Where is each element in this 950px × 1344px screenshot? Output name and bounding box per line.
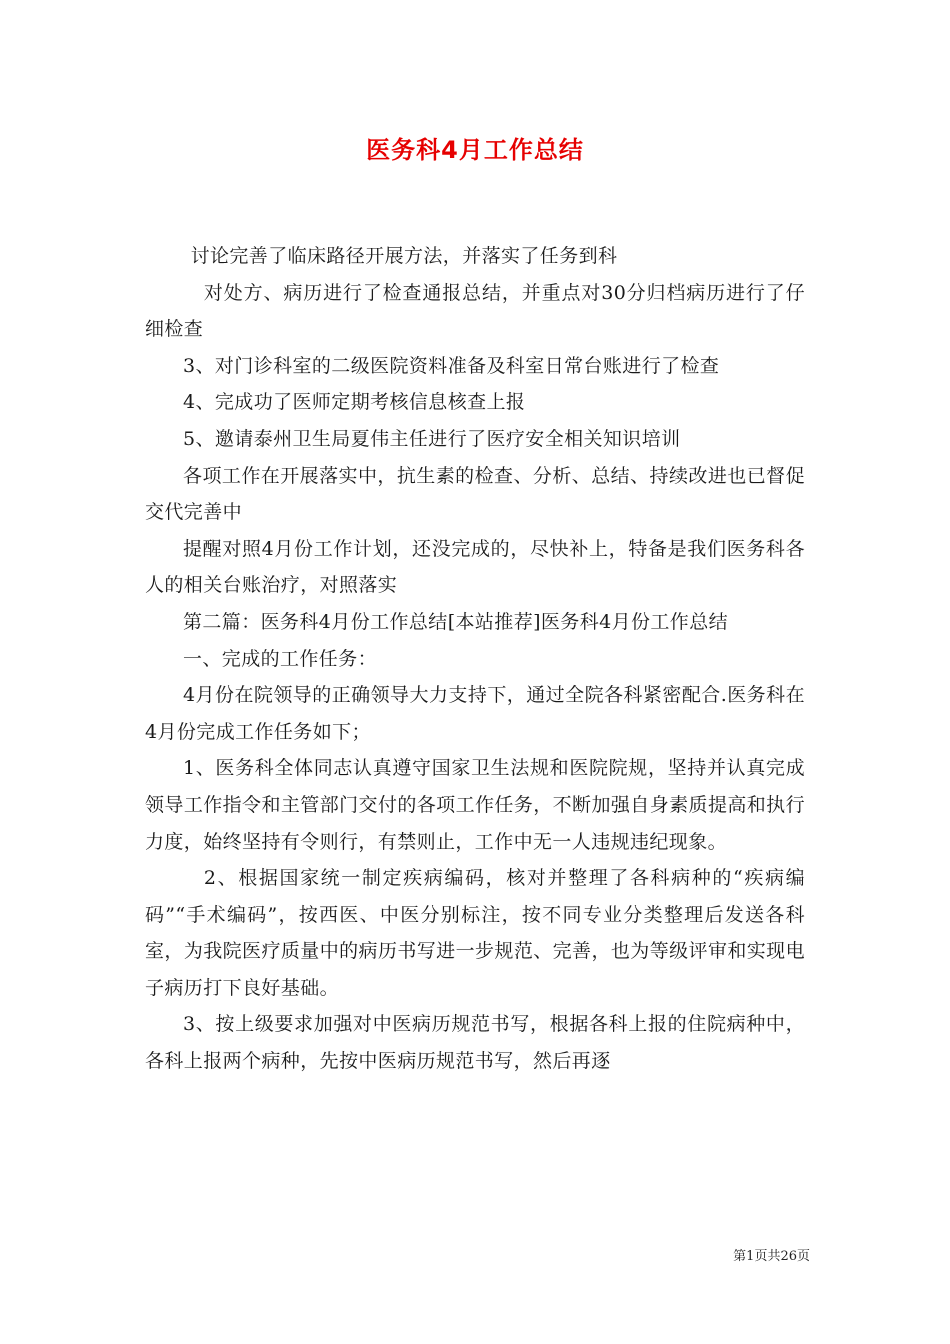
page-number: 第1页共26页 [733, 1249, 810, 1264]
paragraph: 3、对门诊科室的二级医院资料准备及科室日常台账进行了检查 [183, 354, 720, 377]
paragraph: 一、完成的工作任务： [183, 647, 378, 670]
paragraph: 各项工作在开展落实中，抗生素的检查、分析、总结、持续改进也已督促交代完善中 [145, 464, 805, 524]
paragraph: 第二篇：医务科4月份工作总结[本站推荐]医务科4月份工作总结 [183, 610, 729, 633]
paragraph: 提醒对照4月份工作计划，还没完成的，尽快补上，特备是我们医务科各人的相关台账治疗，对照落实 [145, 537, 805, 597]
paragraph: 4、完成功了医师定期考核信息核查上报 [183, 391, 526, 414]
document-title: 医务科4月工作总结 [366, 136, 584, 164]
paragraph: 对处方、病历进行了检查通报总结，并重点对30分归档病历进行了仔细检查 [145, 281, 805, 341]
paragraph: 讨论完善了临床路径开展方法，并落实了任务到科 [190, 245, 618, 267]
paragraph: 2、根据国家统一制定疾病编码，核对并整理了各科病种的“疾病编码”“手术编码”，按西医、中医分别标注，按不同专业分类整理后发送各科室，为我院医疗质量中的病历书写进一步规范、完善，也为等级评审和实现电子病历打下良好基础。 [145, 867, 805, 999]
paragraph: 1、医务科全体同志认真遵守国家卫生法规和医院院规，坚持并认真完成领导工作指令和主管部门交付的各项工作任务，不断加强自身素质提高和执行力度，始终坚持有令则行，有禁则止，工作中无一人违规违纪现象。 [145, 757, 805, 853]
paragraph: 5、邀请泰州卫生局夏伟主任进行了医疗安全相关知识培训 [183, 427, 681, 450]
document-body [145, 238, 805, 1080]
paragraph: 4月份在院领导的正确领导大力支持下，通过全院各科紧密配合.医务科在4月份完成工作任务如下； [145, 684, 805, 743]
paragraph: 3、按上级要求加强对中医病历规范书写，根据各科上报的住院病种中，各科上报两个病种，先按中医病历规范书写，然后再逐 [145, 1013, 805, 1073]
